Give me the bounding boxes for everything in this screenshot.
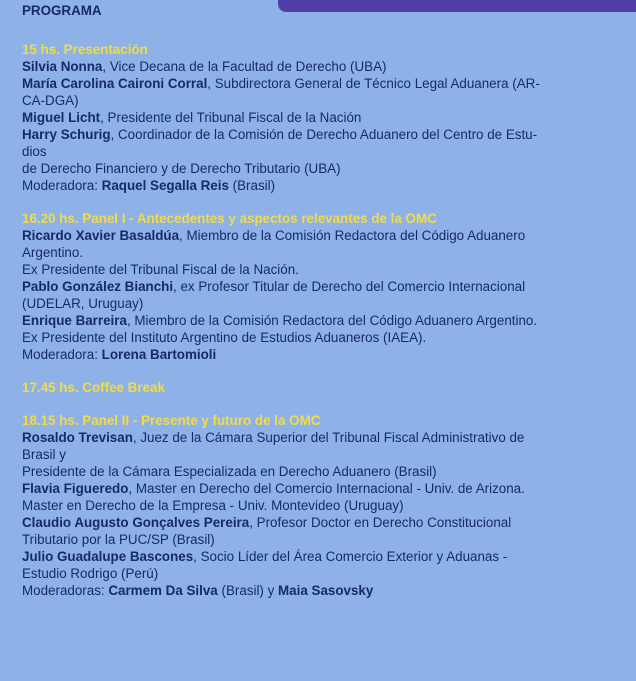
speaker-line: María Carolina Caironi Corral, Subdirectora General de Técnico Legal Aduanera (AR- xyxy=(22,76,540,91)
speaker-line: Ex Presidente del Instituto Argentino de Estudios Aduaneros (IAEA). xyxy=(22,330,427,345)
speaker-name: Julio Guadalupe Bascones xyxy=(22,549,194,564)
speaker-line: Rosaldo Trevisan, Juez de la Cámara Superior del Tribunal Fiscal Administrativo de xyxy=(22,430,525,445)
speaker-line: Ricardo Xavier Basaldúa, Miembro de la Comisión Redactora del Código Aduanero xyxy=(22,228,526,243)
moderator-line: Moderadora: Raquel Segalla Reis (Brasil) xyxy=(22,178,276,193)
speaker-name: María Carolina Caironi Corral xyxy=(22,76,208,91)
program-document xyxy=(22,2,622,615)
speaker-line: Harry Schurig, Coordinador de la Comisión de Derecho Aduanero del Centro de Estu- xyxy=(22,127,538,142)
moderator-name: Raquel Segalla Reis xyxy=(101,178,229,193)
speaker-line: Argentino. xyxy=(22,245,84,260)
speaker-line: Estudio Rodrigo (Perú) xyxy=(22,566,159,581)
moderator-line: Moderadora: Lorena Bartomioli xyxy=(22,347,217,362)
speaker-line: Claudio Augusto Gonçalves Pereira, Profesor Doctor en Derecho Constitucional xyxy=(22,515,512,530)
section-panel-2 xyxy=(22,412,622,599)
speaker-name: Silvia Nonna xyxy=(22,59,103,74)
speaker-name: Pablo González Bianchi xyxy=(22,279,174,294)
section-title: 15 hs. Presentación xyxy=(22,42,148,57)
speaker-line: Julio Guadalupe Bascones, Socio Líder del Área Comercio Exterior y Aduanas - xyxy=(22,549,508,564)
speaker-line: Silvia Nonna, Vice Decana de la Facultad de Derecho (UBA) xyxy=(22,59,387,74)
speaker-line: Miguel Licht, Presidente del Tribunal Fiscal de la Nación xyxy=(22,110,362,125)
moderator-name: Carmem Da Silva xyxy=(108,583,218,598)
speaker-name: Harry Schurig xyxy=(22,127,111,142)
speaker-name: Flavia Figueredo xyxy=(22,481,129,496)
section-title: 16.20 hs. Panel I - Antecedentes y aspectos relevantes de la OMC xyxy=(22,211,437,226)
section-presentacion xyxy=(22,41,622,194)
section-coffee-break xyxy=(22,379,622,396)
speaker-line: (UDELAR, Uruguay) xyxy=(22,296,144,311)
speaker-line: Tributario por la PUC/SP (Brasil) xyxy=(22,532,215,547)
program-heading: PROGRAMA xyxy=(22,3,102,18)
speaker-name: Enrique Barreira xyxy=(22,313,127,328)
moderator-name: Lorena Bartomioli xyxy=(101,347,217,362)
speaker-line: Pablo González Bianchi, ex Profesor Titular de Derecho del Comercio Internacional xyxy=(22,279,526,294)
speaker-line: Master en Derecho de la Empresa - Univ. Montevideo (Uruguay) xyxy=(22,498,404,513)
speaker-name: Miguel Licht xyxy=(22,110,101,125)
speaker-line: Enrique Barreira, Miembro de la Comisión Redactora del Código Aduanero Argentino. xyxy=(22,313,538,328)
speaker-line: Brasil y xyxy=(22,447,66,462)
speaker-line: CA-DGA) xyxy=(22,93,79,108)
speaker-name: Rosaldo Trevisan xyxy=(22,430,133,445)
section-title: 17.45 hs. Coffee Break xyxy=(22,380,165,395)
moderator-line: Moderadoras: Carmem Da Silva (Brasil) y Maia Sasovsky xyxy=(22,583,374,598)
speaker-name: Claudio Augusto Gonçalves Pereira xyxy=(22,515,250,530)
speaker-line: de Derecho Financiero y de Derecho Tributario (UBA) xyxy=(22,161,341,176)
speaker-line: dios xyxy=(22,144,47,159)
speaker-line: Ex Presidente del Tribunal Fiscal de la Nación. xyxy=(22,262,299,277)
speaker-name: Ricardo Xavier Basaldúa xyxy=(22,228,180,243)
moderator-name: Maia Sasovsky xyxy=(278,583,374,598)
speaker-line: Flavia Figueredo, Master en Derecho del Comercio Internacional - Univ. de Arizona. xyxy=(22,481,525,496)
section-title: 18.15 hs. Panel II - Presente y futuro de la OMC xyxy=(22,413,321,428)
speaker-line: Presidente de la Cámara Especializada en Derecho Aduanero (Brasil) xyxy=(22,464,437,479)
section-panel-1 xyxy=(22,210,622,363)
